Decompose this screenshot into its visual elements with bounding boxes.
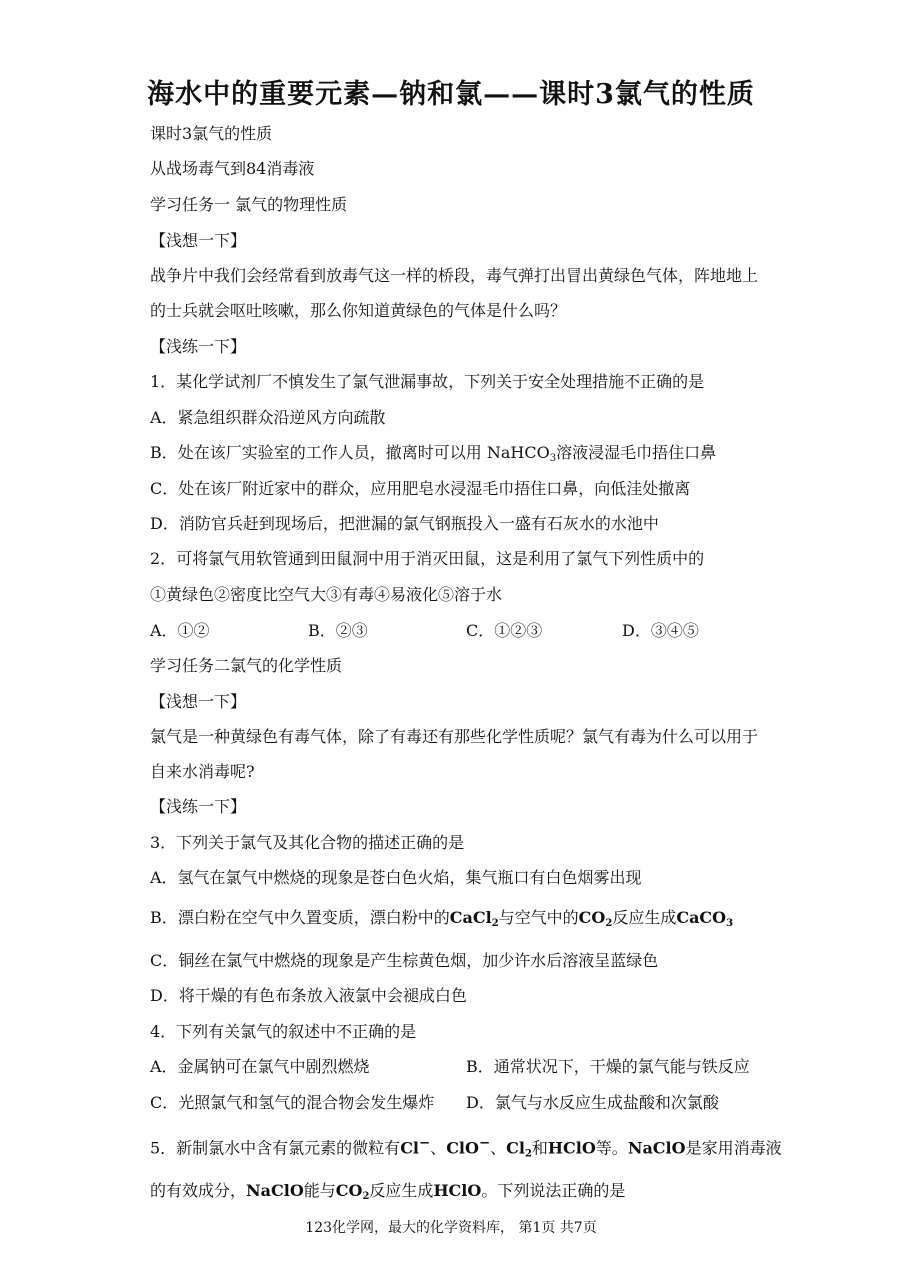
subtitle: 从战场毒气到84消毒液 [150,159,315,178]
question-3-option-c: C．铜丝在氯气中燃烧的现象是产生棕黄色烟，加少许水后溶液呈蓝绿色 [150,951,659,970]
question-2-properties: ①黄绿色②密度比空气大③有毒④易液化⑤溶于水 [150,585,503,604]
question-1: 1．某化学试剂厂不慎发生了氯气泄漏事故，下列关于安全处理措施不正确的是 [150,372,705,391]
question-4-option-a: A．金属钠可在氯气中剧烈燃烧 [150,1057,370,1076]
question-2-option-b: B．②③ [308,621,368,640]
question-2-option-c: C．①②③ [466,621,543,640]
question-1-option-b: B．处在该厂实验室的工作人员，撤离时可以用 NaHCO$_3$溶液浸湿毛巾捂住口鼻 [150,443,717,464]
question-3-option-b: B．漂白粉在空气中久置变质，漂白粉中的CaCl$_2$与空气中的$CO_2$反应生成CaCO$_3$ [150,908,734,929]
lesson-label: 课时3氯气的性质 [150,124,273,143]
paragraph-line: 自来水消毒呢? [150,762,255,781]
paragraph-line: 的士兵就会呕吐咳嗽，那么你知道黄绿色的气体是什么吗？ [150,301,567,320]
task-one-heading: 学习任务一 氯气的物理性质 [150,195,348,214]
question-4-option-d: D．氯气与水反应生成盐酸和次氯酸 [466,1093,719,1112]
question-1-option-d: D．消防官兵赶到现场后，把泄漏的氯气钢瓶投入一盛有石灰水的水池中 [150,514,659,533]
paragraph-line: 氯气是一种黄绿色有毒气体，除了有毒还有那些化学性质呢？氯气有毒为什么可以用于 [150,727,759,746]
question-3: 3．下列关于氯气及其化合物的描述正确的是 [150,833,465,852]
question-4-option-c: C．光照氯气和氢气的混合物会发生爆炸 [150,1093,435,1112]
question-5: 5．新制氯水中含有氯元素的微粒有Cl−、ClO−、$Cl_2$和HClO等。NaClO是家用消毒液 [150,1135,782,1160]
question-2: 2．可将氯气用软管通到田鼠洞中用于消灭田鼠，这是利用了氯气下列性质中的 [150,549,705,568]
document-title: 海水中的重要元素—钠和氯——课时3氯气的性质 [147,79,755,110]
question-4: 4．下列有关氯气的叙述中不正确的是 [150,1022,417,1041]
question-1-option-a: A．紧急组织群众沿逆风方向疏散 [150,408,386,427]
question-4-option-b: B．通常状况下，干燥的氯气能与铁反应 [466,1057,750,1076]
practice-heading: 【浅练一下】 [150,797,247,816]
question-2-option-d: D．③④⑤ [622,621,699,640]
page-footer: 123化学网，最大的化学资料库， 第1页 共7页 [305,1220,597,1236]
paragraph-line: 战争片中我们会经常看到放毒气这一样的桥段，毒气弹打出冒出黄绿色气体，阵地地上 [150,266,759,285]
question-3-option-a: A．氢气在氯气中燃烧的现象是苍白色火焰，集气瓶口有白色烟雾出现 [150,868,642,887]
think-heading: 【浅想一下】 [150,692,247,711]
question-5-continued: 的有效成分，NaClO能与$CO_2$反应生成HClO。下列说法正确的是 [150,1181,626,1202]
question-1-option-c: C．处在该厂附近家中的群众，应用肥皂水浸湿毛巾捂住口鼻，向低洼处撤离 [150,479,691,498]
question-3-option-d: D．将干燥的有色布条放入液氯中会褪成白色 [150,986,467,1005]
think-heading: 【浅想一下】 [150,231,247,250]
practice-heading: 【浅练一下】 [150,337,247,356]
task-two-heading: 学习任务二氯气的化学性质 [150,656,343,675]
question-2-option-a: A．①② [150,621,210,640]
